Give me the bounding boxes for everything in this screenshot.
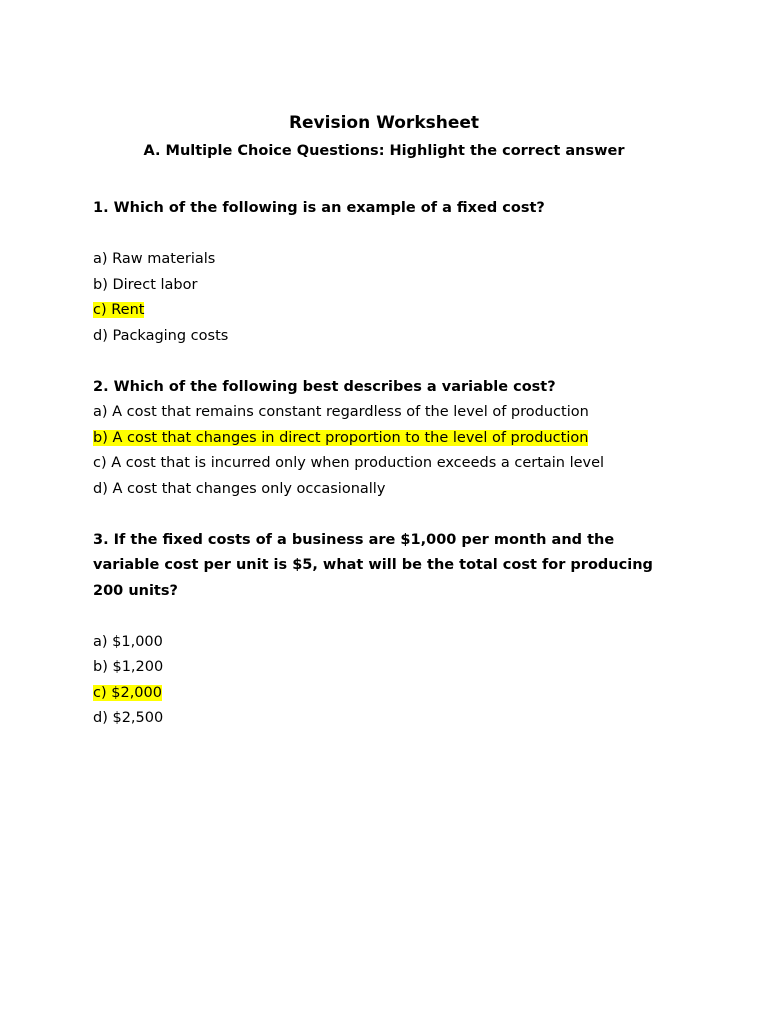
question-2-option-c[interactable]: c) A cost that is incurred only when production exceeds a certain level (93, 455, 605, 471)
questions-body (93, 196, 693, 732)
question-1-option-c[interactable] (93, 298, 693, 324)
question-3-option-a[interactable]: a) $1,000 (93, 633, 163, 650)
question-2-option-d[interactable]: d) A cost that changes only occasionally (93, 480, 386, 497)
highlighted-answer: c) Rent (93, 302, 145, 318)
question-1-option-d[interactable]: d) Packaging costs (93, 327, 229, 344)
question-1-text: 1. Which of the following is an example of a fixed cost? (93, 200, 545, 216)
question-1 (93, 196, 693, 349)
section-heading: A. Multiple Choice Questions: Highlight the correct answer (143, 143, 625, 159)
question-3-option-c[interactable] (93, 681, 693, 707)
highlighted-answer: c) $2,000 (93, 684, 162, 701)
question-3-option-d[interactable]: d) $2,500 (93, 710, 164, 726)
question-3-option-b[interactable]: b) $1,200 (93, 659, 164, 675)
question-2-option-b[interactable] (93, 426, 693, 452)
highlighted-answer: b) A cost that changes in direct proportion to the level of production (93, 429, 589, 446)
question-2-text: 2. Which of the following best describes a variable cost? (93, 378, 556, 395)
question-2 (93, 375, 693, 503)
question-3-text: 3. If the fixed costs of a business are $1,000 per month and the variable cost per unit is $5, what will be the total cost for producing 200 units? (93, 531, 653, 599)
question-1-option-a[interactable]: a) Raw materials (93, 251, 216, 267)
question-2-option-a[interactable]: a) A cost that remains constant regardless of the level of production (93, 404, 589, 420)
question-1-option-b[interactable]: b) Direct labor (93, 276, 198, 293)
page-title: Revision Worksheet (288, 113, 480, 133)
question-3 (93, 528, 693, 732)
